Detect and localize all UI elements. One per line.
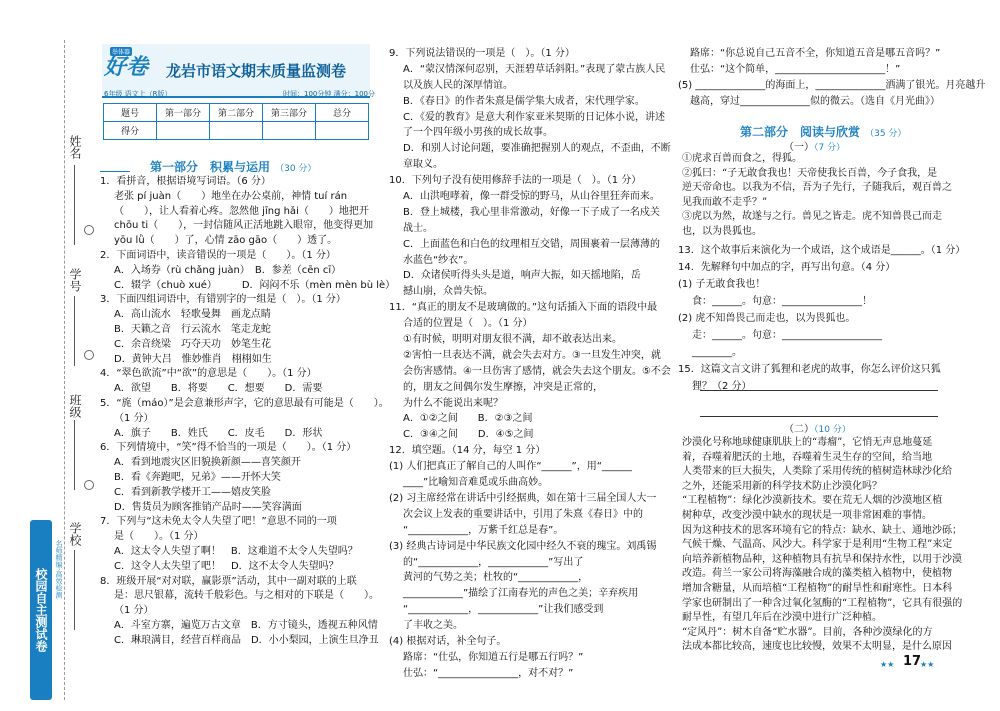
text-line: 学家也研制出了一种含过氧化氢酶的“工程植物”，它具有很强的	[682, 597, 963, 609]
reading-1-passage	[678, 152, 952, 239]
text-line: “定风丹”：树木自备“贮水器”。目前，各种沙漠绿化的方	[682, 626, 933, 638]
text-line: D．售货员为顾客推销产品时——笑容满面	[114, 501, 302, 513]
text-line: 改造。荷兰一家公司将海藻融合成的藻类植入植物中，使植物	[682, 568, 952, 580]
text-line: A．山洪咆哮着，像一群受惊的野马，从山谷里狂奔而来。	[403, 191, 660, 203]
text-line: C．余音绕梁 巧夺天功 妙笔生花	[114, 338, 271, 350]
text-line: 14．先解释句中加点的字，再写出句意。（4 分）	[678, 262, 896, 273]
text-line: C．看到新教学楼开工——嬉皮笑脸	[114, 486, 271, 498]
score-table-row	[104, 122, 369, 140]
column-2	[389, 46, 671, 682]
text-line: 的“____________，____________”写出了	[403, 556, 584, 568]
text-line: 沙漠化号称地球健康肌肤上的“毒瘤”，它悄无声息地蔓延	[682, 437, 933, 448]
text-line: A．这太令人失望了啊！ B．这难道不太令人失望吗？	[114, 545, 358, 557]
text-line: (2) 虎不知兽畏己而走也，以为畏狐也。	[678, 313, 856, 324]
binding-strip	[0, 0, 95, 711]
text-line: 水蓝色“纱衣”。	[403, 254, 474, 266]
text-line: 次会议上发表的重要讲话中，引用了朱熹《春日》中的	[403, 508, 643, 520]
text-line: 4．“翠色欲流”中“欲”的意思是（ ）。（1 分）	[100, 368, 317, 380]
reading-2-heading	[784, 420, 851, 435]
text-line: (1) 子无敢食我也！	[678, 279, 766, 290]
text-line: C．辍学（chuò xué） D．闷闷不乐（mèn mèn bù lè）	[114, 279, 396, 291]
id-label: 学号	[68, 268, 82, 292]
text-line: 逆天帝命也。以我为不信，吾为子先行，子随我后，观百兽之	[682, 182, 952, 193]
score-cell: 总分	[316, 104, 369, 122]
text-line: D．和别人讨论问题，要准确把握别人的观点，不歪曲，不断	[403, 143, 671, 155]
class-field-line	[74, 420, 75, 490]
heading-rule	[100, 171, 130, 172]
part1-title: 第一部分 积累与运用	[150, 160, 271, 174]
text-line: A．①②之间 B．②③之间	[403, 413, 533, 425]
text-line: 见我而敢不走乎？”	[682, 196, 768, 208]
text-line: 食：______。句意：________________！	[692, 296, 872, 307]
text-line: 走：______。句意：____________________	[692, 330, 882, 341]
part2-title: 第二部分 阅读与欣赏	[740, 125, 861, 139]
text-line: A．欲望 B．将要 C．想要 D．需要	[114, 383, 323, 395]
text-line: C．③④之间 D．④⑤之间	[403, 429, 534, 441]
text-line: ②害怕一旦表达不满，就会失去对方。③一旦发生冲突，就	[403, 349, 661, 361]
exam-title: 龙岩市语文期末质量监测卷	[166, 62, 347, 80]
text-line: 11．“真正的朋友不是玻璃做的。”这句话插入下面的语段中最	[389, 302, 658, 314]
text-line: 5．“旄（máo）”是会意兼形声字，它的意思最有可能是（ ）。	[100, 397, 389, 409]
brand-logo: 好卷	[104, 55, 149, 80]
text-line: “____________，万紫千红总是春”。	[403, 524, 564, 536]
text-line: 合适的位置是（ ）。（1 分）	[403, 318, 533, 330]
star-decoration: ★★	[880, 660, 895, 669]
reading-1-heading	[784, 138, 845, 153]
text-line: A．看到地震灾区旧貌换新颜——喜笑颜开	[114, 457, 301, 469]
text-line: 了一个四年级小男孩的成长故事。	[403, 127, 553, 139]
text-line: “工程植物”：绿化沙漠新技术。要在荒无人烟的沙漠地区植	[682, 495, 943, 507]
score-cell: 得分	[104, 122, 157, 140]
text-line: 也，以为畏狐也。	[682, 225, 762, 237]
part1-score: （30 分）	[275, 164, 317, 174]
text-line: “____________，____________”让我们感受到	[403, 604, 604, 616]
reading-1-score: （7 分）	[814, 143, 846, 153]
score-table-row	[104, 104, 369, 122]
text-line: 增加含糖量，从而培植“工程植物”的耐旱性和耐寒性。日本科	[682, 582, 953, 594]
text-line: 1．看拼音，根据语境写词语。（6 分）	[100, 176, 271, 187]
text-line: 黄河的气势之美；杜牧的“____________，	[403, 572, 589, 584]
banner-title: 校园自主测试卷	[30, 520, 52, 700]
text-line: A．“蒙汉情深何忍别，天涯碧草话斜阳。”表现了蒙古族人民	[403, 63, 666, 75]
text-line: 7．下列与“这未免太令人失望了吧！”意思不同的一项	[100, 516, 337, 528]
part2-score: （35 分）	[865, 129, 907, 139]
text-line: 12．填空题。（14 分，每空 1 分）	[389, 445, 546, 457]
text-line: 路席：“你总说自己五音不全，你知道五音是哪五音吗？”	[690, 48, 941, 59]
text-line: 越高，穿过______________似的微云。（选自《月光曲》）	[690, 96, 940, 107]
text-line: 撼山崩，众兽失惊。	[403, 286, 493, 298]
text-line: 3．下面四组词语中，有错别字的一组是（ ）。（1 分）	[100, 294, 346, 306]
exam-meta	[283, 89, 375, 99]
text-line: 仕弘：“这个简单，______________________！”	[690, 64, 901, 75]
text-line: 气候干燥、气温高、风沙大。科学家于是利用“生物工程”来定	[682, 539, 953, 551]
text-line: ③虎以为然，故遂与之行。兽见之皆走。虎不知兽畏己而走	[682, 211, 942, 222]
text-line: ②狐曰：“子无敢食我也！天帝使我长百兽，今子食我，是	[682, 167, 938, 179]
score-cell: 题号	[104, 104, 157, 122]
column-1	[100, 175, 396, 649]
text-line: 战士。	[403, 222, 433, 234]
page-number: 17	[903, 654, 922, 669]
school-field-line	[74, 550, 75, 630]
time-label: 时间：100分钟	[283, 90, 332, 98]
binding-hole	[84, 480, 94, 490]
text-line: C．《爱的教育》是意大利作家亚米契斯的日记体小说，讲述	[403, 111, 665, 123]
text-line: A．斗室方寨，遍览万古文章 B．方寸镜头，透视五种风情	[114, 619, 378, 631]
text-line: (4) 根据对话，补全句子。	[389, 635, 507, 647]
text-line: （1 分）	[114, 412, 154, 424]
answer-line[interactable]	[700, 390, 938, 391]
text-line: B．登上城楼，我心里非常激动，好像一下子成了一名戍关	[403, 206, 660, 218]
text-line: 章取义。	[403, 159, 443, 171]
text-line: 了丰收之美。	[403, 620, 463, 632]
text-line: 之外，还能采用新的科学技术防止沙漠化吗？	[682, 480, 882, 492]
text-line: 为什么不能说出来呢？	[403, 397, 503, 409]
school-label: 学校	[68, 522, 82, 546]
text-line: 路席：“仕弘，你知道五行是哪五行吗？”	[403, 651, 584, 663]
star-decoration: ★★	[920, 660, 935, 669]
text-line: (1) 人们把真正了解自己的人叫作“______”，用“______	[389, 461, 632, 473]
text-line: 10．下列句子没有使用修辞手法的一项是（ ）。（1 分）	[389, 175, 642, 187]
class-label: 班级	[68, 394, 82, 418]
id-field-line	[74, 296, 75, 366]
text-line: 狸？（2 分）	[692, 381, 752, 392]
name-field-line	[74, 165, 75, 245]
text-line: B．《春日》的作者朱熹是儒学集大成者，宋代理学家。	[403, 95, 645, 107]
score-input-cell[interactable]	[316, 122, 369, 140]
column-3-top	[678, 46, 986, 110]
score-input-cell[interactable]	[263, 122, 316, 140]
text-line: 2．下面词语中，读音错误的一项是（ ）。（1 分）	[100, 249, 336, 261]
text-line: yōu lǜ（ ）了，心情 zāo gāo（ ）透了。	[114, 235, 338, 247]
text-line: C．琳琅满目，经营百样商品 D．小小梨园，上演生旦净丑	[114, 634, 379, 646]
text-line: chōu ti（ ），一封信随风正活地跳入眼帘，他变得更加	[114, 220, 374, 232]
part1-heading	[150, 156, 316, 175]
text-line: 会伤害感情。④一旦伤害了感情，就会失去这个朋友。⑤不会	[403, 365, 671, 377]
text-line: 13．这个故事后来演化为一个成语，这个成语是______。（1 分）	[678, 245, 966, 256]
reading-2-number: （二）	[784, 424, 814, 435]
text-line: C．上面蓝色和白色的纹理相互交错，周围裹着一层薄薄的	[403, 238, 660, 250]
text-line: 着，吞噬着肥沃的土地，吞噬着生灵生存的空间，给当地	[682, 451, 932, 463]
score-cell: 第三部分	[263, 104, 316, 122]
score-cell: 第二部分	[210, 104, 263, 122]
answer-line[interactable]	[700, 416, 938, 417]
text-line: (3) 经典古诗词是中华民族文化园中经久不衰的瑰宝。刘禹锡	[389, 540, 657, 552]
text-line: A．入场券（rù chǎng juàn） B．参差（cēn cī）	[114, 264, 342, 276]
text-line: 6．下列情境中，“笑”得不恰当的一项是（ ）。（1 分）	[100, 442, 357, 454]
text-line: A．旗子 B．姓氏 C．皮毛 D．形状	[114, 427, 323, 439]
text-line: 8．班级开展“对对联，赢影票”活动，其中一副对联的上联	[100, 575, 357, 587]
score-input-cell[interactable]	[210, 122, 263, 140]
score-cell: 第一部分	[157, 104, 210, 122]
text-line: （ ），让人看着心疼。忽然他 jīng hǎi（ ）地把开	[114, 205, 369, 217]
text-line: 老张 pí juàn（ ）地坐在办公桌前，神情 tuí rán	[114, 190, 348, 202]
logo-small-tag: 举体器	[112, 49, 131, 56]
text-line: C．这令人太失望了吧！ D．这不太令人失望吗？	[114, 560, 339, 572]
text-line: (2) 习主席经常在讲话中引经据典，如在第十三届全国人大一	[389, 492, 657, 504]
score-table	[103, 103, 369, 140]
text-line: A．高山流水 轻歌曼舞 画龙点睛	[114, 309, 271, 321]
grade-label: 6年级 语文上（R版）	[104, 90, 172, 98]
text-line: 树种草，改变沙漠中缺水的现状是一项非常困难的事情。	[682, 509, 932, 521]
cut-line	[64, 40, 65, 700]
text-line: B．天籁之音 行云流水 笔走龙蛇	[114, 323, 271, 335]
text-line: D．黄钟大吕 惟妙惟肖 栩栩如生	[114, 353, 272, 365]
text-line: ________。	[692, 347, 742, 358]
reading-1-number: （一）	[784, 142, 814, 153]
reading-2-score: （10 分）	[814, 425, 851, 435]
text-line: 法成本都比较高，速度也比较慢，效果不太明显，是什么原因	[682, 641, 952, 653]
text-line: 向培养新植物品种，这种植物具有抗旱和保持水性，以用于沙漠	[682, 553, 962, 565]
text-line: D．众诸侯听得头头是道，响声大振，如天摇地陷，岳	[403, 270, 641, 282]
text-line: ____”比喻知音难觅或乐曲高妙。	[403, 477, 549, 489]
text-line: (5) ______________的海面上，______________洒满了银光。月亮越升	[678, 80, 986, 91]
text-line: 因为这种技术的思客环境有它的特点：缺水、缺土、通地沙砾；	[682, 524, 962, 536]
text-line: ①有时候，明明对朋友很不满，却不敢表达出来。	[403, 334, 622, 346]
text-line: 是（ ）。（1 分）	[114, 531, 204, 543]
text-line: 的，朋友之间偶尔发生摩擦，冲突是正常的，	[403, 381, 603, 393]
text-line: 9．下列说法错误的一项是（ ）。（1 分）	[389, 48, 575, 59]
banner-subtitle: 名师精编·高效检测	[55, 540, 63, 599]
binding-hole	[84, 225, 94, 235]
text-line: 人类带来的巨大损失，人类除了采用传统的植树造林球沙化给	[682, 466, 952, 478]
reading-2-passage	[678, 436, 963, 655]
text-line: 15．这篇文言文讲了狐狸和老虎的故事，你怎么评价这只狐	[678, 364, 941, 375]
name-label: 姓名	[68, 135, 82, 159]
text-line: 是：思尺银幕，流转千般彩色。与之相对的下联是（ ）。	[114, 590, 379, 602]
reading-1-questions	[678, 242, 966, 395]
binding-hole	[84, 350, 94, 360]
text-line: ____________”描绘了江南春光的声色之美；辛弃疾用	[403, 588, 639, 600]
text-line: ①虎求百兽而食之，得狐。	[682, 153, 802, 164]
text-line: 耐旱性，有望几年后在沙漠中进行广泛种植。	[682, 612, 882, 624]
text-line: 仕弘：“________________，对不对？”	[403, 667, 574, 679]
score-input-cell[interactable]	[157, 122, 210, 140]
text-line: （1 分）	[114, 605, 154, 617]
full-score-label: 满分：100分	[333, 90, 375, 98]
text-line: 以及族人民的深厚情谊。	[403, 79, 513, 91]
text-line: B．看《奔跑吧，兄弟》——开怀大笑	[114, 471, 281, 483]
